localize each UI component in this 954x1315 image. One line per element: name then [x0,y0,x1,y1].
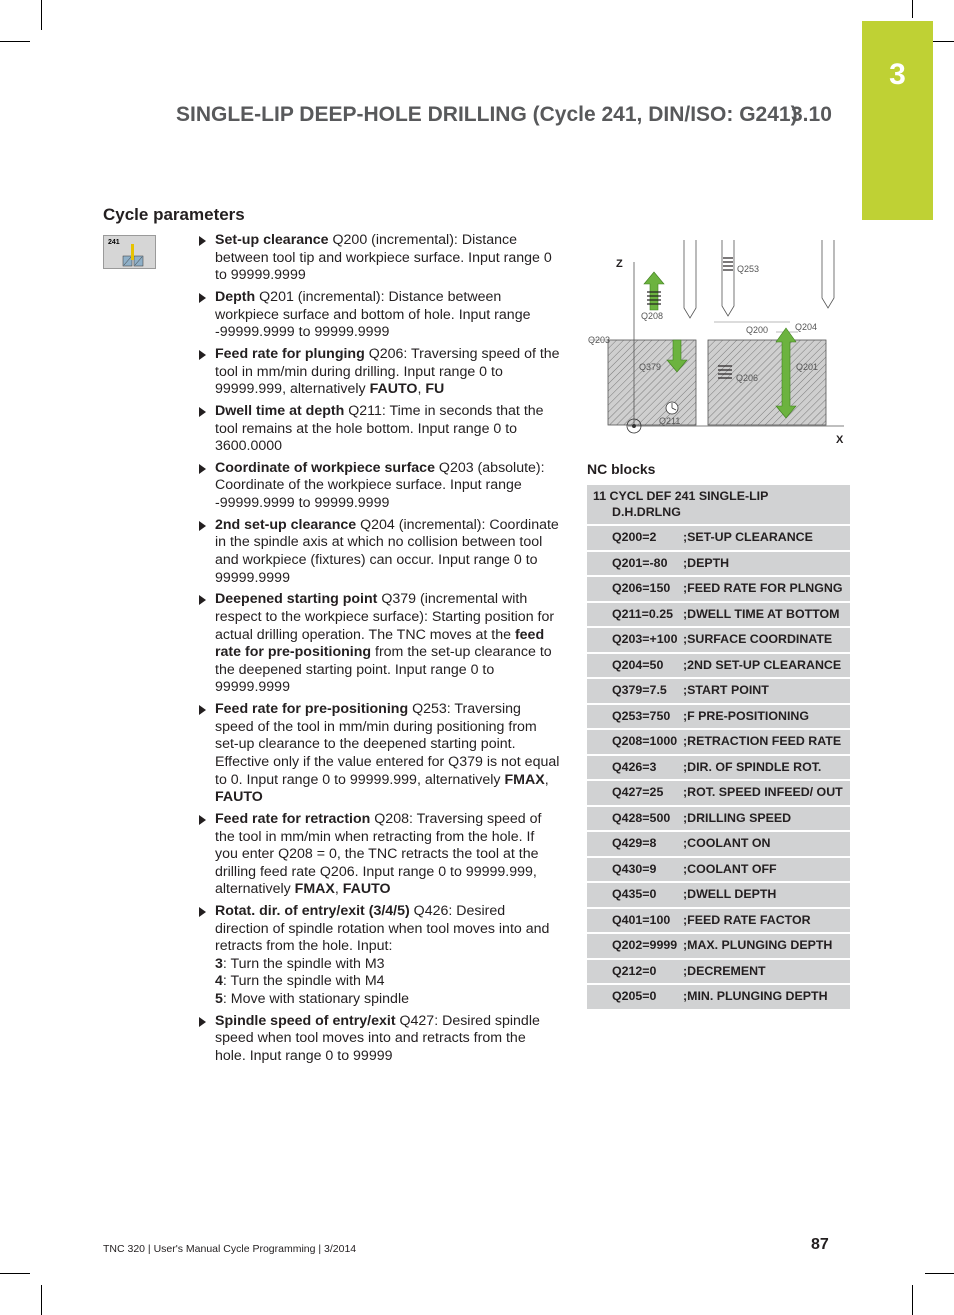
table-row [587,882,850,908]
crop-mark [925,1273,954,1274]
nc-param-cell: Q200=2 [587,525,683,551]
crop-mark [41,1285,42,1315]
nc-comment-cell: ;F PRE-POSITIONING [683,704,850,730]
crop-mark [0,41,30,42]
param-name: Set-up clearance [215,232,329,248]
nc-comment-cell: ;DEPTH [683,551,850,577]
drill-icon [104,236,157,270]
nc-comment-cell: ;MIN. PLUNGING DEPTH [683,984,850,1010]
option-text: : Turn the spindle with M3 [222,955,385,972]
nc-comment-cell: ;FEED RATE FOR PLNGNG [683,576,850,602]
param-name: Rotat. dir. of entry/exit (3/4/5) [215,903,410,920]
triangle-bullet-icon [199,1017,206,1027]
triangle-bullet-icon [199,815,206,825]
list-item [196,460,560,513]
label-q201: Q201 [796,362,819,372]
workpiece-left [608,340,696,425]
crop-mark [912,0,913,18]
list-item [196,232,560,285]
list-item [196,811,560,899]
tool-shank-right [822,240,834,308]
param-desc: Q200 (incremental): Distance between tool tip and workpiece surface. Input range 0 to 99999.9999 [215,232,552,284]
origin-dot [632,424,636,428]
list-item [196,1013,560,1066]
parameter-list [196,232,560,1070]
nc-param-cell: Q206=150 [587,576,683,602]
option-line [215,991,560,1009]
nc-param-cell: Q426=3 [587,755,683,781]
param-alt: FAUTO [369,381,418,398]
nc-param-cell: Q204=50 [587,653,683,679]
nc-comment-cell: ;MAX. PLUNGING DEPTH [683,933,850,959]
param-alt: FMAX [504,771,545,788]
param-name: Spindle speed of entry/exit [215,1012,396,1029]
table-row [587,678,850,704]
triangle-bullet-icon [199,705,206,715]
nc-param-cell: Q203=+100 [587,627,683,653]
table-row [587,551,850,577]
label-q211: Q211 [659,416,681,426]
crop-mark [912,1285,913,1315]
table-row [587,576,850,602]
param-name: Depth [215,288,256,305]
triangle-bullet-icon [199,464,206,474]
triangle-bullet-icon [199,350,206,360]
list-item [196,591,560,697]
nc-param-cell: Q428=500 [587,806,683,832]
nc-param-cell: Q202=9999 [587,933,683,959]
list-item [196,517,560,587]
page-footer: TNC 320 | User's Manual Cycle Programming | 3/2014 [103,1243,357,1255]
cycle-diagram [586,236,848,448]
param-name: Feed rate for retraction [215,810,371,827]
nc-param-cell: Q429=8 [587,831,683,857]
table-row [587,729,850,755]
page-number: 87 [811,1236,829,1253]
list-item [196,403,560,456]
table-row [587,984,850,1010]
nc-param-cell: Q430=9 [587,857,683,883]
nc-param-cell: Q208=1000 [587,729,683,755]
param-desc: Q427: Desired spindle speed when tool moves into and retracts from the hole. Input range 0 to 99999 [215,1012,540,1064]
nc-param-cell: Q435=0 [587,882,683,908]
nc-header-line: 11 CYCL DEF 241 SINGLE-LIP [593,489,769,503]
nc-comment-cell: ;SURFACE COORDINATE [683,627,850,653]
param-alt: FMAX [294,881,335,898]
nc-comment-cell: ;DECREMENT [683,959,850,985]
table-row [587,780,850,806]
header-title: SINGLE-LIP DEEP-HOLE DRILLING (Cycle 241, DIN/ISO: G241) [176,103,798,126]
option-line [215,956,560,974]
label-q206: Q206 [736,373,759,383]
param-desc: Q211: Time in seconds that the tool remains at the hole bottom. Input range 0 to 3600.0000 [215,402,544,455]
nc-comment-cell: ;DIR. OF SPINDLE ROT. [683,755,850,781]
param-desc: Q426: Desired direction of spindle rotation when tool moves into and retracts from the hole. Input: [215,903,550,955]
param-name: 2nd set-up clearance [215,516,357,533]
triangle-bullet-icon [199,293,206,303]
param-name: Dwell time at depth [215,402,345,419]
nc-param-cell: Q427=25 [587,780,683,806]
nc-comment-cell: ;DWELL DEPTH [683,882,850,908]
triangle-bullet-icon [199,521,206,531]
chapter-tab [862,21,933,220]
table-row [587,653,850,679]
param-desc: Q203 (absolute): Coordinate of the workpiece surface. Input range -99999.9999 to 99999.9999 [215,459,545,512]
chapter-number: 3 [889,58,906,91]
nc-param-cell: Q379=7.5 [587,678,683,704]
cycle-icon-label: 241 [108,239,120,246]
option-key: 5 [215,991,223,1008]
table-row [587,806,850,832]
param-alt: FAUTO [342,881,391,898]
nc-header-line: D.H.DRLNG [612,504,681,519]
triangle-bullet-icon [199,407,206,417]
param-desc: Q206: Traversing speed of the tool in mm/min during drilling. Input range 0 to 99999.999, alternatively [215,345,560,398]
label-q203: Q203 [588,335,611,345]
param-alt: FAUTO [215,789,263,806]
nc-comment-cell: ;2ND SET-UP CLEARANCE [683,653,850,679]
crop-mark [0,1273,30,1274]
table-row [587,755,850,781]
nc-param-cell: Q212=0 [587,959,683,985]
nc-comment-cell: ;FEED RATE FACTOR [683,908,850,934]
param-alt: FU [425,381,445,398]
param-sep: , [417,381,426,398]
param-inline-bold: feed rate for pre-positioning [215,626,545,661]
nc-comment-cell: ;ROT. SPEED INFEED/ OUT [683,780,850,806]
nc-param-cell: Q211=0.25 [587,602,683,628]
option-key: 3 [215,955,223,972]
table-row [587,933,850,959]
nc-blocks-body [587,485,850,1010]
nc-header-cell [587,485,850,525]
triangle-bullet-icon [199,907,206,917]
nc-param-cell: Q205=0 [587,984,683,1010]
nc-comment-cell: ;DRILLING SPEED [683,806,850,832]
table-row [587,857,850,883]
list-item [196,346,560,399]
param-desc: Q253: Traversing speed of the tool in mm/min during positioning from set-up clearance to the deepened starting point. Effective only if the value entered for Q379 is not equal to 0. Input range 0 to 99999.999, alternatively [215,701,560,788]
crop-mark [41,0,42,30]
option-line [215,973,560,991]
param-name: Coordinate of workpiece surface [215,459,435,476]
list-item [196,701,560,807]
nc-param-cell: Q401=100 [587,908,683,934]
label-q253: Q253 [737,264,760,274]
list-item [196,903,560,1009]
param-desc: Q208: Traversing speed of the tool in mm/min when retracting from the hole. If you enter Q208 = 0, the TNC retracts the tool at the drilling feed rate Q206. Input range 0 to 99999.999, alternatively [215,810,542,898]
workpiece-right [708,340,826,425]
option-text: : Turn the spindle with M4 [222,973,385,990]
param-desc: Q204 (incremental): Coordinate in the spindle axis at which no collision between tool and workpiece (fixtures) can occur. Input range 0 to 99999.9999 [215,516,559,586]
nc-comment-cell: ;START POINT [683,678,850,704]
param-desc: Q201 (incremental): Distance between workpiece surface and bottom of hole. Input range -99999.9999 to 99999.9999 [215,288,531,341]
table-row [587,602,850,628]
section-number: 3.10 [791,103,832,126]
nc-comment-cell: ;RETRACTION FEED RATE [683,729,850,755]
nc-param-cell: Q253=750 [587,704,683,730]
param-desc: Q379 (incremental with respect to the workpiece surface): Starting position for actual drilling operation. The TNC moves at the [215,591,555,643]
option-text: : Move with stationary spindle [222,991,409,1008]
label-q204: Q204 [795,322,818,332]
table-row [587,908,850,934]
param-name: Feed rate for plunging [215,345,365,362]
table-row [587,831,850,857]
param-desc: from the set-up clearance to the deepened starting point. Input range 0 to 99999.9999 [215,644,552,696]
nc-comment-cell: ;COOLANT OFF [683,857,850,883]
label-q200: Q200 [746,325,769,335]
nc-comment-cell: ;DWELL TIME AT BOTTOM [683,602,850,628]
tool-shank-center [722,240,734,316]
cycle-241-icon [103,235,156,269]
label-q208: Q208 [641,311,664,321]
nc-blocks-table [587,485,850,1011]
param-sep: , [334,881,343,898]
label-q379: Q379 [639,362,662,372]
nc-blocks-title: NC blocks [587,461,656,477]
page-header [176,103,836,127]
section-title: Cycle parameters [103,205,245,224]
table-row [587,704,850,730]
x-axis-label: X [836,434,844,446]
tool-shank-left [684,240,696,318]
nc-comment-cell: ;SET-UP CLEARANCE [683,525,850,551]
option-key: 4 [215,973,223,990]
nc-param-cell: Q201=-80 [587,551,683,577]
param-name: Feed rate for pre-positioning [215,701,409,718]
table-row [587,959,850,985]
param-sep: , [544,771,549,788]
nc-comment-cell: ;COOLANT ON [683,831,850,857]
triangle-bullet-icon [199,236,206,246]
table-row [587,627,850,653]
list-item [196,289,560,342]
z-axis-label: Z [616,258,623,270]
table-row [587,485,850,525]
param-name: Deepened starting point [215,591,378,608]
table-row [587,525,850,551]
triangle-bullet-icon [199,595,206,605]
